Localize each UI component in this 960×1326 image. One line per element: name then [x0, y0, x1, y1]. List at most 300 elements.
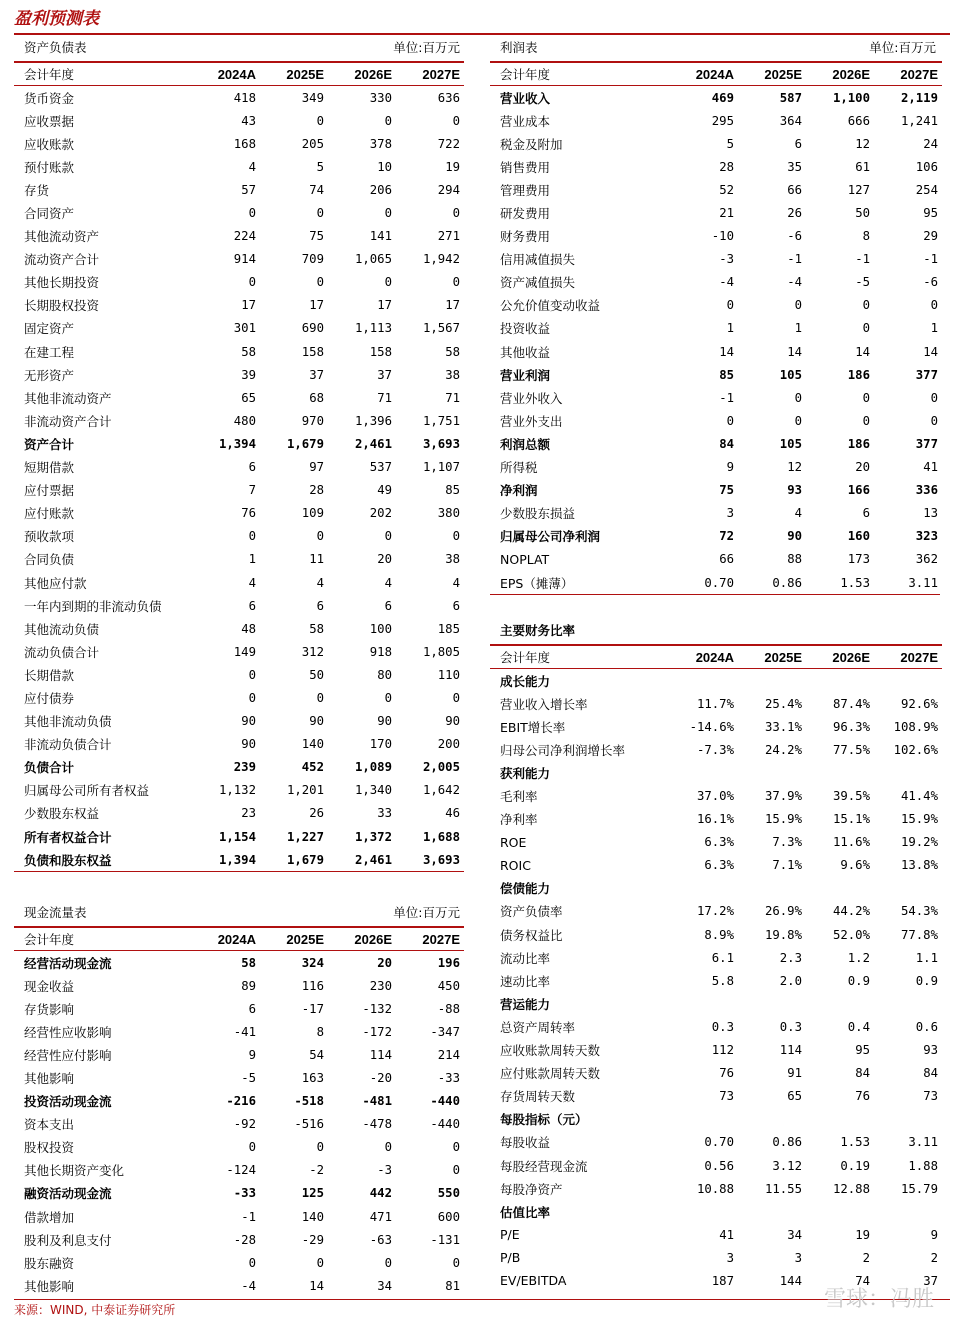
row-value: 0	[248, 667, 256, 682]
row-value: 68	[309, 390, 324, 405]
table-row	[14, 1251, 464, 1274]
table-row	[14, 363, 464, 386]
row-value: 330	[369, 90, 392, 105]
balance-sheet-caption	[14, 35, 464, 61]
row-value: 9.6%	[840, 858, 870, 873]
row-value: 0	[248, 1140, 256, 1155]
row-value: 14	[855, 344, 870, 359]
row-label: 长期借款	[24, 667, 75, 683]
row-value: 12	[787, 460, 802, 475]
table-row	[14, 109, 464, 132]
table-row	[490, 715, 942, 738]
row-value: -5	[241, 1071, 256, 1086]
row-value: 185	[437, 621, 460, 636]
row-label: EPS（摊薄）	[500, 575, 574, 591]
row-label: 流动资产合计	[24, 252, 100, 268]
row-value	[874, 877, 942, 900]
row-label: 预收款项	[24, 529, 75, 545]
row-value: 14	[309, 1278, 324, 1293]
table-row	[490, 669, 942, 693]
table-row	[490, 479, 942, 502]
row-value: 17	[377, 298, 392, 313]
row-value: 73	[923, 1089, 938, 1104]
row-label: 少数股东权益	[24, 806, 100, 822]
table-row	[490, 761, 942, 784]
table-row	[14, 1043, 464, 1066]
row-value: -440	[430, 1094, 460, 1109]
row-value: 34	[377, 1278, 392, 1293]
row-value: -20	[369, 1071, 392, 1086]
row-value: 65	[241, 390, 256, 405]
row-value: 196	[437, 955, 460, 970]
row-value: 16.1%	[696, 812, 734, 827]
row-value: 6	[862, 506, 870, 521]
row-value: 77.5%	[832, 742, 870, 757]
row-value: 1,394	[218, 436, 256, 451]
table-row	[14, 340, 464, 363]
row-value: -1	[719, 390, 734, 405]
row-value: 71	[377, 390, 392, 405]
row-value: 7.1%	[772, 858, 802, 873]
row-value: 8	[862, 229, 870, 244]
row-label: 负债和股东权益	[24, 852, 112, 868]
row-value: -92	[233, 1117, 256, 1132]
row-label: 长期股权投资	[24, 298, 100, 314]
table-row	[14, 974, 464, 997]
table-row	[490, 548, 942, 571]
row-value: 1,154	[218, 829, 256, 844]
row-value: 380	[437, 506, 460, 521]
row-value: 163	[301, 1071, 324, 1086]
row-label: 偿债能力	[500, 881, 551, 897]
table-row	[14, 432, 464, 455]
cashflow-table	[14, 926, 464, 1297]
row-label: 现金收益	[24, 978, 75, 994]
row-value: -1	[855, 252, 870, 267]
row-label: 存货周转天数	[500, 1089, 576, 1105]
row-value: 0	[384, 529, 392, 544]
row-label: 流动比率	[500, 950, 551, 966]
row-value: 6	[248, 460, 256, 475]
row-value: 2	[930, 1250, 938, 1265]
row-label: 营业外支出	[500, 413, 563, 429]
table-row	[490, 692, 942, 715]
row-value: -4	[719, 275, 734, 290]
row-label: 归属母公司所有者权益	[24, 783, 150, 799]
row-value: 102.6%	[893, 742, 938, 757]
row-value: 0	[452, 1163, 460, 1178]
row-value: 0.3	[779, 1019, 802, 1034]
row-value: 6	[248, 1001, 256, 1016]
ratios-header-row	[490, 645, 942, 669]
row-value: 7	[248, 483, 256, 498]
row-value: 28	[719, 159, 734, 174]
row-value: 24	[923, 136, 938, 151]
row-value: 8.9%	[704, 927, 734, 942]
row-label: 存货	[24, 182, 50, 198]
table-row	[14, 1136, 464, 1159]
row-label: P/E	[500, 1227, 520, 1243]
row-value: -2	[309, 1163, 324, 1178]
table-row	[14, 825, 464, 848]
row-value: 0.4	[847, 1019, 870, 1034]
row-value: -132	[362, 1001, 392, 1016]
row-value: 112	[711, 1043, 734, 1058]
row-value: -1	[787, 252, 802, 267]
row-value: 469	[711, 90, 734, 105]
row-value: 76	[719, 1066, 734, 1081]
income-statement-title: 利润表	[500, 40, 538, 55]
row-label: 营运能力	[500, 996, 551, 1012]
header-year: 2026E	[328, 927, 396, 951]
income-header-row	[490, 62, 942, 86]
row-value: -131	[430, 1232, 460, 1247]
row-value: 15.9%	[900, 812, 938, 827]
row-value	[660, 761, 738, 784]
row-value: 0	[316, 113, 324, 128]
row-value: 206	[369, 182, 392, 197]
table-row	[14, 1113, 464, 1136]
table-row	[490, 1131, 942, 1154]
row-value: 76	[241, 506, 256, 521]
row-value: 6	[316, 598, 324, 613]
row-value: 65	[787, 1089, 802, 1104]
row-label: 预付账款	[24, 159, 75, 175]
row-value: 50	[309, 667, 324, 682]
row-value: 0	[862, 413, 870, 428]
row-value: 37.0%	[696, 789, 734, 804]
header-year: 2025E	[260, 927, 328, 951]
row-value: -3	[719, 252, 734, 267]
row-value: 0	[384, 113, 392, 128]
row-value	[806, 669, 874, 693]
row-value	[660, 877, 738, 900]
row-value: 100	[369, 621, 392, 636]
table-row	[490, 992, 942, 1015]
row-value: 186	[847, 367, 870, 382]
row-value: 10.88	[696, 1181, 734, 1196]
row-value: 84	[923, 1066, 938, 1081]
table-row	[14, 848, 464, 871]
row-value: 84	[855, 1066, 870, 1081]
row-value: -63	[369, 1232, 392, 1247]
row-value: 0.3	[711, 1019, 734, 1034]
row-label: 非流动资产合计	[24, 413, 112, 429]
row-value: 0	[316, 275, 324, 290]
row-value: 54	[309, 1047, 324, 1062]
row-value: 666	[847, 113, 870, 128]
row-value	[738, 1200, 806, 1223]
row-value: 37	[309, 367, 324, 382]
table-row	[14, 617, 464, 640]
row-value: 6	[794, 136, 802, 151]
row-value	[738, 761, 806, 784]
row-value: 1,688	[422, 829, 460, 844]
row-value: 200	[437, 737, 460, 752]
row-value: 8	[316, 1024, 324, 1039]
row-value: 0	[452, 275, 460, 290]
row-value: 186	[847, 436, 870, 451]
table-row	[14, 1228, 464, 1251]
row-value: 84	[719, 436, 734, 451]
row-value: -33	[437, 1071, 460, 1086]
row-value: 96.3%	[832, 719, 870, 734]
row-value: 1,089	[354, 760, 392, 775]
row-label: 管理费用	[500, 182, 551, 198]
row-value: 13	[923, 506, 938, 521]
row-value: 116	[301, 978, 324, 993]
table-row	[490, 317, 942, 340]
row-value: 89	[241, 978, 256, 993]
row-value: 15.9%	[764, 812, 802, 827]
row-label: 利润总额	[500, 436, 551, 452]
row-value: -7.3%	[696, 742, 734, 757]
row-value: 3	[726, 506, 734, 521]
row-value: 5.8	[711, 973, 734, 988]
row-label: 其他影响	[24, 1071, 75, 1087]
row-value	[738, 1108, 806, 1131]
row-value: 0	[794, 390, 802, 405]
row-value: 34	[787, 1227, 802, 1242]
row-value: -1	[923, 252, 938, 267]
table-row	[14, 779, 464, 802]
row-value: 0	[384, 275, 392, 290]
cashflow-caption	[14, 900, 464, 926]
balance-sheet-table	[14, 61, 464, 871]
row-label: 每股指标（元）	[500, 1112, 588, 1128]
row-value: 0	[862, 298, 870, 313]
row-value: 4	[248, 575, 256, 590]
row-value: 52.0%	[832, 927, 870, 942]
row-value: 1,100	[832, 90, 870, 105]
row-label: 获利能力	[500, 765, 551, 781]
row-value: 0	[384, 1255, 392, 1270]
header-year: 2024A	[660, 645, 738, 669]
row-value	[806, 761, 874, 784]
row-label: 应付账款周转天数	[500, 1066, 601, 1082]
ratios-title: 主要财务比率	[500, 623, 576, 638]
row-value: 4	[384, 575, 392, 590]
row-label: 经营性应收影响	[24, 1024, 112, 1040]
row-value: 28	[309, 483, 324, 498]
row-label: 货币资金	[24, 90, 75, 106]
table-row	[490, 456, 942, 479]
row-value: -14.6%	[689, 719, 734, 734]
row-value: 41	[719, 1227, 734, 1242]
row-value: 76	[855, 1089, 870, 1104]
row-value: 0	[384, 1140, 392, 1155]
row-value: 14	[719, 344, 734, 359]
row-value: 44.2%	[832, 904, 870, 919]
row-value: 20	[855, 460, 870, 475]
row-value: 6.3%	[704, 858, 734, 873]
row-label: 归属母公司净利润	[500, 529, 601, 545]
row-value: 26	[787, 206, 802, 221]
row-value: 3,693	[422, 436, 460, 451]
row-value: 3,693	[422, 852, 460, 867]
balance-sheet-panel	[14, 35, 464, 872]
table-row	[14, 178, 464, 201]
row-value: 90	[377, 714, 392, 729]
row-value: 0	[316, 206, 324, 221]
row-value: 2.3	[779, 950, 802, 965]
table-row	[490, 132, 942, 155]
row-value	[660, 1108, 738, 1131]
table-row	[490, 571, 942, 594]
row-value: -516	[294, 1117, 324, 1132]
row-value: -347	[430, 1024, 460, 1039]
row-value: 168	[233, 136, 256, 151]
row-value: -17	[301, 1001, 324, 1016]
row-label: 非流动负债合计	[24, 737, 112, 753]
row-value: 7.3%	[772, 835, 802, 850]
row-value: 0	[930, 298, 938, 313]
row-label: 合同负债	[24, 552, 75, 568]
row-label: 每股净资产	[500, 1181, 563, 1197]
table-row	[14, 594, 464, 617]
row-value: -478	[362, 1117, 392, 1132]
row-value: 23	[241, 806, 256, 821]
row-value: 1,942	[422, 252, 460, 267]
row-value: 19.2%	[900, 835, 938, 850]
row-value: 0.86	[772, 1135, 802, 1150]
row-value: 709	[301, 252, 324, 267]
header-year: 2025E	[738, 645, 806, 669]
row-value: 450	[437, 978, 460, 993]
table-row	[490, 109, 942, 132]
table-row	[490, 946, 942, 969]
table-row	[490, 831, 942, 854]
row-value: 0.6	[915, 1019, 938, 1034]
row-label: 信用减值损失	[500, 252, 576, 268]
row-value: 95	[923, 206, 938, 221]
row-value: 75	[309, 229, 324, 244]
income-statement-bottom-rule	[490, 594, 940, 595]
row-value: 1.53	[840, 1135, 870, 1150]
row-value: 90	[241, 737, 256, 752]
row-value: 110	[437, 667, 460, 682]
row-value: -10	[711, 229, 734, 244]
table-row	[14, 1159, 464, 1182]
row-value: 25.4%	[764, 696, 802, 711]
row-value: 301	[233, 321, 256, 336]
row-value: 11	[309, 552, 324, 567]
row-value: 0	[316, 529, 324, 544]
row-value: 1,132	[218, 783, 256, 798]
row-label: 存货影响	[24, 1001, 75, 1017]
row-label: 估值比率	[500, 1204, 551, 1220]
table-row	[14, 733, 464, 756]
row-value: 19.8%	[764, 927, 802, 942]
row-value: 0	[248, 275, 256, 290]
table-row	[490, 525, 942, 548]
row-label: 应付账款	[24, 506, 75, 522]
row-value: 0	[794, 298, 802, 313]
row-value: 418	[233, 90, 256, 105]
row-value: -1	[241, 1209, 256, 1224]
ratios-table	[490, 644, 942, 1293]
row-value: 1,241	[900, 113, 938, 128]
row-value: 295	[711, 113, 734, 128]
row-value: 140	[301, 737, 324, 752]
row-label: 股利及利息支付	[24, 1232, 112, 1248]
table-row	[490, 294, 942, 317]
table-row	[14, 802, 464, 825]
row-value: 26.9%	[764, 904, 802, 919]
row-value: 3	[794, 1250, 802, 1265]
row-value: 0	[452, 690, 460, 705]
table-row	[490, 969, 942, 992]
page-title: 盈利预测表	[14, 9, 99, 29]
table-row	[490, 363, 942, 386]
row-value	[874, 761, 942, 784]
row-label: EV/EBITDA	[500, 1273, 567, 1289]
row-value: -4	[787, 275, 802, 290]
row-value: 1,567	[422, 321, 460, 336]
income-statement-unit: 单位:百万元	[869, 40, 936, 55]
header-year: 2024A	[660, 62, 738, 86]
row-value: -88	[437, 1001, 460, 1016]
row-value: 1,394	[218, 852, 256, 867]
table-row	[14, 1090, 464, 1113]
row-value: 0	[452, 529, 460, 544]
table-row	[490, 1015, 942, 1038]
row-value	[874, 669, 942, 693]
row-value: 58	[309, 621, 324, 636]
row-value: 58	[241, 955, 256, 970]
row-value: 71	[445, 390, 460, 405]
row-label: 应付票据	[24, 483, 75, 499]
row-value: 48	[241, 621, 256, 636]
table-row	[490, 432, 942, 455]
row-value: 0	[862, 321, 870, 336]
row-value: 160	[847, 529, 870, 544]
row-value: 17	[309, 298, 324, 313]
row-value: 2.0	[779, 973, 802, 988]
table-row	[490, 201, 942, 224]
row-label: 债务权益比	[500, 927, 563, 943]
row-value: 166	[847, 483, 870, 498]
row-value	[874, 1200, 942, 1223]
row-value: 41.4%	[900, 789, 938, 804]
row-label: 投资收益	[500, 321, 551, 337]
row-value: 85	[445, 483, 460, 498]
row-value: 914	[233, 252, 256, 267]
row-value: 377	[915, 436, 938, 451]
row-value: 15.79	[900, 1181, 938, 1196]
row-value: 91	[787, 1066, 802, 1081]
income-statement-table	[490, 61, 942, 594]
row-label: 研发费用	[500, 206, 551, 222]
row-label: 其他流动资产	[24, 229, 100, 245]
row-value: 5	[726, 136, 734, 151]
row-value: 1,679	[286, 436, 324, 451]
row-label: 经营活动现金流	[24, 955, 112, 971]
row-value: 54.3%	[900, 904, 938, 919]
row-label: 合同资产	[24, 206, 75, 222]
row-value: 141	[369, 229, 392, 244]
header-year: 2026E	[328, 62, 396, 86]
row-value: 12.88	[832, 1181, 870, 1196]
row-value: 6	[248, 598, 256, 613]
row-value	[874, 992, 942, 1015]
table-row	[490, 1223, 942, 1246]
row-value: 66	[787, 182, 802, 197]
header-year: 2026E	[806, 62, 874, 86]
row-value: 80	[377, 667, 392, 682]
row-value: 324	[301, 955, 324, 970]
row-label: 其他影响	[24, 1278, 75, 1294]
